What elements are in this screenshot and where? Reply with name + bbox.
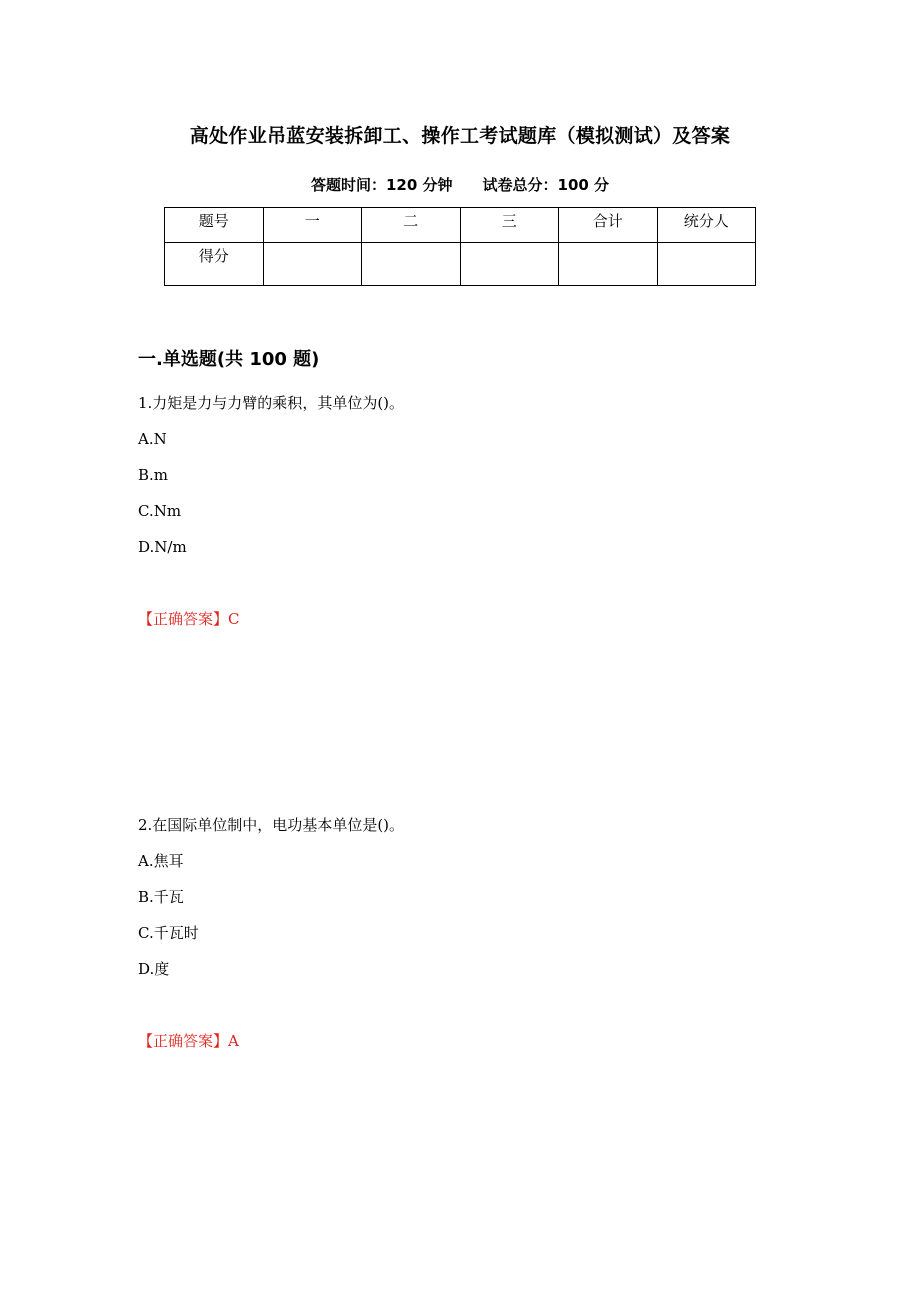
score-table-header-cell: 统分人 xyxy=(657,208,756,243)
score-cell xyxy=(460,243,559,286)
score-table-header-cell: 题号 xyxy=(165,208,264,243)
question-option: B.m xyxy=(138,466,169,484)
score-row-label: 得分 xyxy=(165,243,264,286)
question-option: D.度 xyxy=(138,960,170,978)
correct-answer-label: 【正确答案】 xyxy=(138,1032,229,1050)
correct-answer xyxy=(138,608,240,630)
score-table-score-row xyxy=(165,243,756,286)
question-stem: 1.力矩是力与力臂的乘积，其单位为()。 xyxy=(138,394,405,412)
score-table-header-cell: 二 xyxy=(362,208,461,243)
score-table xyxy=(164,207,756,286)
exam-time: 答题时间：120 分钟 xyxy=(310,176,453,194)
question-option: C.千瓦时 xyxy=(138,924,199,942)
question-option: A.焦耳 xyxy=(138,852,184,870)
question-option: C.Nm xyxy=(138,502,182,520)
exam-total-score: 试卷总分：100 分 xyxy=(482,176,610,194)
score-table-header-cell: 一 xyxy=(263,208,362,243)
score-cell xyxy=(657,243,756,286)
score-table-header-row xyxy=(165,208,756,243)
correct-answer-value: A xyxy=(228,1032,239,1050)
score-table-header-cell: 三 xyxy=(460,208,559,243)
question-option: D.N/m xyxy=(138,538,187,556)
document-title: 高处作业吊蓝安装拆卸工、操作工考试题库（模拟测试）及答案 xyxy=(189,125,731,147)
correct-answer-label: 【正确答案】 xyxy=(138,610,229,628)
exam-meta xyxy=(0,172,920,198)
score-cell xyxy=(559,243,658,286)
section-title: 一.单选题(共 100 题) xyxy=(138,349,320,370)
question-option: B.千瓦 xyxy=(138,888,184,906)
correct-answer-value: C xyxy=(228,610,240,628)
score-cell xyxy=(263,243,362,286)
score-cell xyxy=(362,243,461,286)
score-table-header-cell: 合计 xyxy=(559,208,658,243)
question-stem: 2.在国际单位制中，电功基本单位是()。 xyxy=(138,816,405,834)
correct-answer xyxy=(138,1030,239,1052)
question-option: A.N xyxy=(138,430,167,448)
